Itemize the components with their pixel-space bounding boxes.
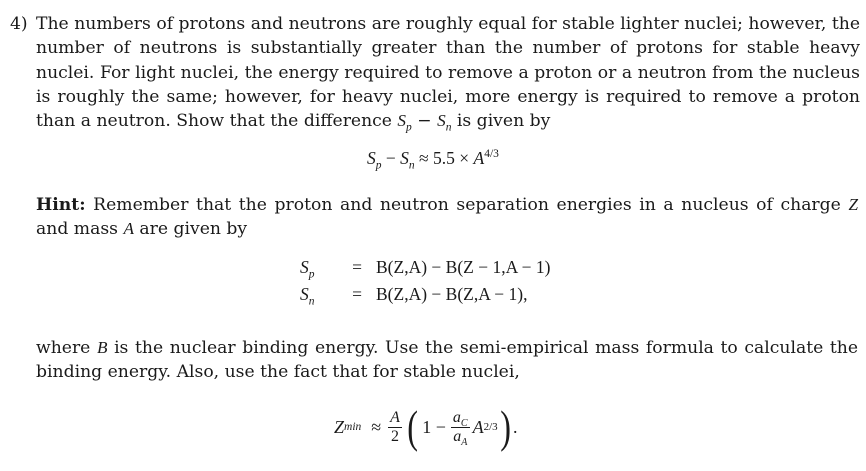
sn-symbol: $S_n$ (437, 111, 452, 134)
hint-and-text: and mass (36, 219, 118, 240)
hint-label: Hint: (36, 195, 86, 215)
a-symbol: A (123, 219, 134, 239)
z-symbol: Z (848, 195, 858, 214)
fraction-a-over-2: $\frac{A}{2}$ (390, 408, 400, 445)
sn-equation-row: $S_n$ = B(Z,A) − B(Z,A − 1), (300, 284, 528, 308)
problem-text-end: is given by (456, 111, 551, 132)
hint-paragraph (36, 193, 858, 242)
zmin-equation: Z min ≈ $\frac{A}{2}$ ( 1 − $\frac{a_C}{a_A}$ A 2/3 ) . (334, 401, 518, 452)
problem-text: The numbers of protons and neutrons are roughly equal for stable lighter nuclei; however, the number of neutrons is substantially greater than the number of protons for stable heavy nuclei. For light nuclei, the energy required to remove a proton or a neutron from the nucleus is roughly the same; however, for heavy nuclei, more energy is required to remove a proton than a neutron. Show that the difference (36, 14, 860, 132)
hint-text-end: are given by (139, 219, 248, 240)
main-equation: $S_p - S_n \approx 5.5 \times A^{4/3}$ (367, 148, 499, 172)
minus-sign: − (411, 111, 438, 132)
problem-paragraph (10, 12, 860, 133)
b-symbol: B (96, 338, 108, 357)
hint-text: Remember that the proton and neutron separation energies in a nucleus of charge (93, 195, 841, 215)
left-paren: ( (407, 401, 418, 452)
problem-statement (10, 12, 860, 133)
sp-equation-row: $S_p$ = B(Z,A) − B(Z − 1,A − 1) (300, 257, 551, 281)
where-paragraph: where B is the nuclear binding energy. Use the semi-empirical mass formula to calculate the binding energy. Also, use the fact that for stable nuclei, (36, 338, 859, 383)
right-paren: ) (499, 401, 511, 452)
problem-number: 4) (10, 14, 28, 34)
fraction-ac-over-aa: $\frac{a_C}{a_A}$ (452, 408, 468, 448)
separation-equations (300, 254, 550, 308)
sp-symbol: $S_p$ (397, 111, 412, 134)
